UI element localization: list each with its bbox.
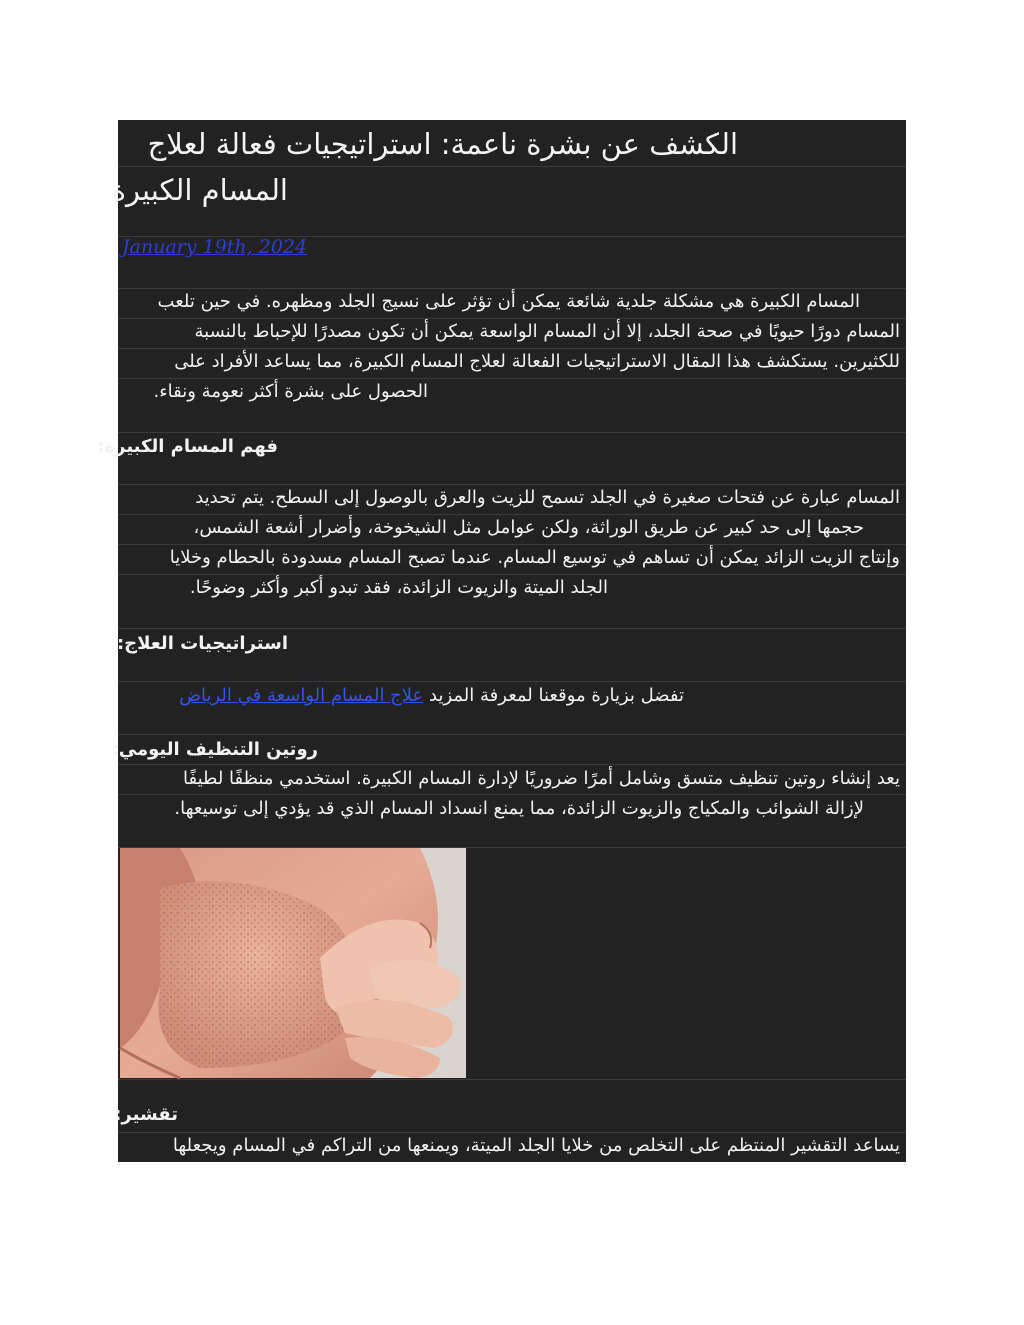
row-divider [114, 1079, 906, 1133]
visit-text: تفضل بزيارة موقعنا لمعرفة المزيد [429, 685, 684, 706]
section3-line-1: يعد إنشاء روتين تنظيف متسق وشامل أمرًا ضروريًا لإدارة المسام الكبيرة. استخدمي منظفًا لطيفًا [183, 768, 900, 789]
article-date-link[interactable]: January 19th, 2024 [122, 236, 308, 258]
article-title-line-1: الكشف عن بشرة ناعمة: استراتيجيات فعالة لعلاج [147, 127, 738, 161]
skin-pores-photo [120, 848, 466, 1078]
section-heading-pores: فهم المسام الكبيرة: [97, 436, 278, 457]
section-heading-cleansing: روتين التنظيف اليومي: [111, 739, 318, 760]
intro-line-3: للكثيرين. يستكشف هذا المقال الاستراتيجيات الفعالة لعلاج المسام الكبيرة، مما يساعد الأفراد على [174, 351, 900, 372]
visit-website-line [118, 682, 684, 710]
section-heading-exfoliation: تقشير: [114, 1104, 178, 1125]
intro-line-4: الحصول على بشرة أكثر نعومة ونقاء. [153, 381, 428, 402]
section1-line-4: الجلد الميتة والزيوت الزائدة، فقد تبدو أكبر وأكثر وضوحًا. [189, 577, 608, 598]
section1-line-1: المسام عبارة عن فتحات صغيرة في الجلد تسمح للزيت والعرق بالوصول إلى السطح. يتم تحديد [195, 487, 900, 508]
intro-line-1: المسام الكبيرة هي مشكلة جلدية شائعة يمكن أن تؤثر على نسيج الجلد ومظهره. في حين تلعب [157, 291, 860, 312]
article-panel [97, 120, 906, 1162]
section-heading-strategies: استراتيجيات العلاج: [116, 633, 288, 654]
section4-line-1: يساعد التقشير المنتظم على التخلص من خلايا الجلد الميتة، ويمنعها من التراكم في المسام ويجعلها [172, 1135, 900, 1156]
intro-line-2: المسام دورًا حيويًا في صحة الجلد، إلا أن المسام الواسعة يمكن أن تكون مصدرًا للإحباط بالنسبة [194, 321, 900, 342]
pores-treatment-link[interactable]: علاج المسام الواسعة في الرياض [179, 685, 424, 706]
section1-line-3: وإنتاج الزيت الزائد يمكن أن تساهم في توسيع المسام. عندما تصبح المسام مسدودة بالحطام وخلايا [169, 547, 900, 568]
section1-line-2: حجمها إلى حد كبير عن طريق الوراثة، ولكن عوامل مثل الشيخوخة، وأضرار أشعة الشمس، [193, 517, 864, 538]
face-closeup-image [120, 848, 466, 1078]
section3-line-2: لإزالة الشوائب والمكياج والزيوت الزائدة، مما يمنع انسداد المسام الذي قد يؤدي إلى توسيعها. [174, 798, 864, 819]
article-title-line-2: المسام الكبيرة [110, 173, 288, 207]
